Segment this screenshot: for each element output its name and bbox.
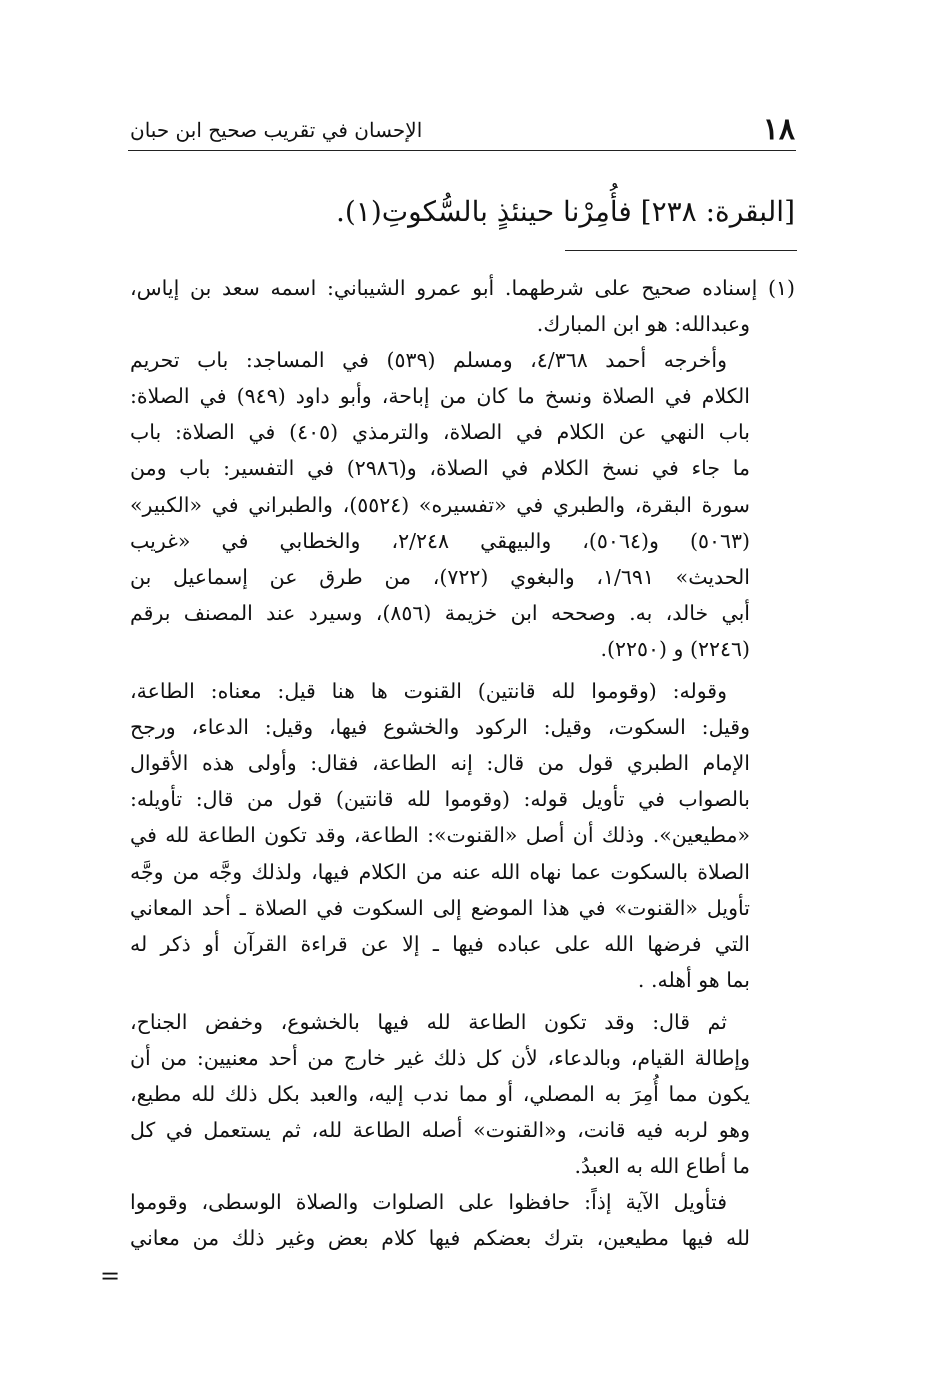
footnote-line: (٥٠٦٣) و(٥٠٦٤)، والبيهقي ٢/٢٤٨، والخطابي في «غريب [130, 528, 750, 553]
footnote-line: وإطالة القيام، وبالدعاء، لأن كل ذلك غير خارج من أحد معنيين: من أن [130, 1045, 750, 1070]
footnote-line: الصلاة بالسكوت عما نهاه الله عنه من الكلام فيها، ولذلك وجَّه من وجَّه [130, 859, 750, 884]
footnote-line: بالصواب في تأويل قوله: (وقوموا لله قانتين) قول من قال: تأويله: [130, 787, 750, 812]
footnote-line: التي فرضها الله على عباده فيها ـ إلا عن قراءة القرآن أو ذكر له [130, 931, 750, 956]
page-number: ١٨ [762, 112, 795, 147]
footnote-line: باب النهي عن الكلام في الصلاة، والترمذي (٤٠٥) في الصلاة: باب [130, 420, 750, 445]
footnote-line: وقوله: (وقوموا لله قانتين) القنوت ها هنا قيل: معناه: الطاعة، [130, 679, 727, 704]
page-header [130, 112, 795, 152]
footnote-line: وهو لربه فيه قانت، و«القنوت» أصله الطاعة لله، ثم يستعمل في كل [130, 1118, 750, 1143]
footnote-line: لله فيها مطيعين، بترك بعضكم فيها كلام بعض وغير ذلك من معاني [130, 1226, 750, 1251]
footnote-line: ما جاء في نسخ الكلام في الصلاة، و(٢٩٨٦) في التفسير: باب ومن [130, 456, 751, 481]
running-title: الإحسان في تقريب صحيح ابن حبان [130, 118, 423, 142]
footnote-line [130, 270, 795, 306]
footnote-line: الكلام في الصلاة ونسخ ما كان من إباحة، وأبو داود (٩٤٩) في الصلاة: [130, 384, 750, 409]
footnote-line: (٢٢٤٦) و (٢٢٥٠). [600, 636, 750, 661]
footnote-line: يكون مما أُمِرَ به المصلي، أو مما ندب إليه، والعبد بكل ذلك لله مطيع، [130, 1082, 750, 1107]
footnote-line: تأويل «القنوت» في هذا الموضع إلى السكوت في الصلاة ـ أحد المعاني [130, 895, 750, 920]
footnote-line: فتأويل الآية إذاً: حافظوا على الصلوات والصلاة الوسطى، وقوموا [130, 1190, 727, 1215]
footnote-line: الإمام الطبري قول من قال: إنه الطاعة، فقال: وأولى هذه الأقوال [130, 751, 750, 776]
footnote-line: بما هو أهله. . [637, 967, 750, 992]
footnote-line: «مطيعين». وذلك أن أصل «القنوت»: الطاعة، وقد تكون الطاعة لله في [130, 823, 750, 848]
footnote-line: أبي خالد، به. وصححه ابن خزيمة (٨٥٦)، وسيرد عند المصنف برقم [130, 600, 751, 625]
footnote-block [130, 270, 795, 1257]
footnote-number: (١) [767, 276, 795, 300]
header-rule [128, 150, 796, 151]
footnote-line: سورة البقرة، والطبري في «تفسيره» (٥٥٢٤)، والطبراني في «الكبير» [130, 492, 750, 517]
continuation-mark: = [100, 1262, 121, 1290]
main-text: [البقرة: ٢٣٨] فأُمِرْنا حينئذٍ بالسُّكوتِ(١). [335, 195, 795, 228]
footnote-text: إسناده صحيح على شرطهما. أبو عمرو الشيباني: اسمه سعد بن إياس، [130, 276, 758, 300]
footnote-line: ثم قال: وقد تكون الطاعة لله فيها بالخشوع، وخفض الجناح، [130, 1009, 727, 1034]
footnote-line: وقيل: السكوت، وقيل: الركود والخشوع فيها، وقيل: الدعاء، ورجح [130, 715, 750, 740]
footnote-line: وأخرجه أحمد ٤/٣٦٨، ومسلم (٥٣٩) في المساجد: باب تحريم [130, 348, 727, 373]
footnote-rule [565, 250, 797, 251]
footnote-line: الحديث» ١/٦٩١، والبغوي (٧٢٢)، من طرق عن إسماعيل بن [130, 564, 750, 589]
footnote-line: وعبدالله: هو ابن المبارك. [536, 312, 750, 337]
footnote-line: ما أطاع الله به العبدُ. [574, 1154, 750, 1179]
